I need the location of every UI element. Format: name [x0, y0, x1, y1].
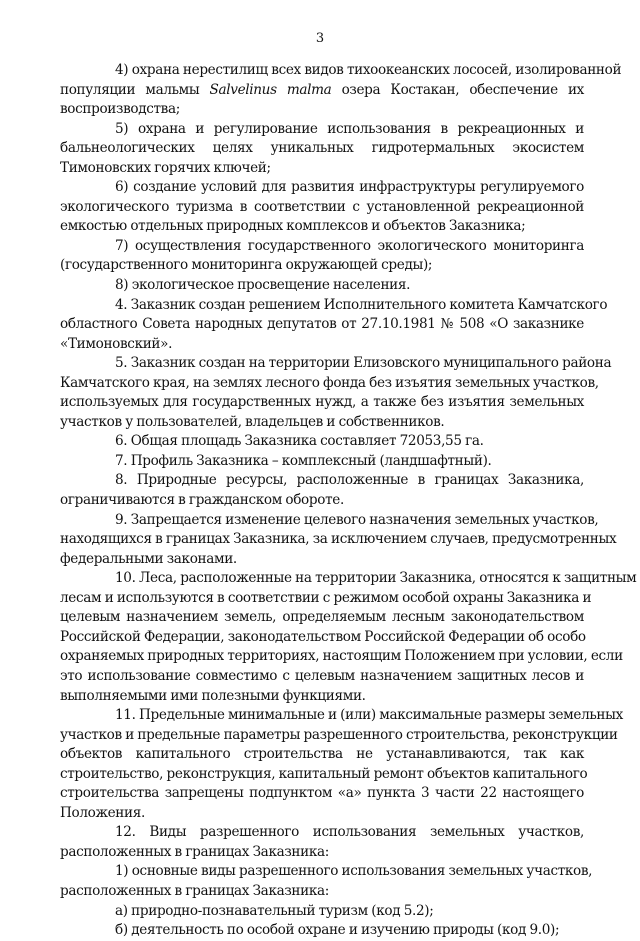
- text-line: емкостью отдельных природных комплексов и объектов Заказника;: [60, 218, 526, 235]
- text-line: объектов капитального строительства не устанавливаются, так как: [60, 746, 584, 763]
- text-line: а) природно-познавательный туризм (код 5.2);: [115, 902, 434, 919]
- text-line: охраняемых природных территориях, настоящим Положением при условии, если: [60, 648, 623, 665]
- page-number: 3: [315, 31, 325, 46]
- text-line: 7. Профиль Заказника – комплексный (ландшафтный).: [115, 452, 492, 469]
- text-line: Камчатского края, на землях лесного фонда без изъятия земельных участков,: [60, 374, 599, 391]
- text-line: 12. Виды разрешенного использования земельных участков,: [115, 824, 584, 841]
- text-line: участков у пользователей, владельцев и собственников.: [60, 413, 445, 430]
- text-line: 1) основные виды разрешенного использования земельных участков,: [115, 863, 593, 880]
- text-line: это использование совместимо с целевым назначением защитных лесов и: [60, 667, 584, 684]
- text-line: 8) экологическое просвещение населения.: [115, 277, 411, 294]
- text-line: Тимоновских горячих ключей;: [60, 159, 271, 176]
- text-line: 7) осуществления государственного экологического мониторинга: [115, 237, 584, 254]
- text-line: участков и предельные параметры разрешенного строительства, реконструкции: [60, 726, 618, 743]
- text-line: 6. Общая площадь Заказника составляет 72053,55 га.: [115, 433, 484, 450]
- text-line: используемых для государственных нужд, а также без изъятия земельных: [60, 394, 584, 411]
- text-line: 5) охрана и регулирование использования в рекреационных и: [115, 120, 584, 137]
- text-line: 6) создание условий для развития инфраструктуры регулируемого: [115, 179, 584, 196]
- text-line: 9. Запрещается изменение целевого назначения земельных участков,: [115, 511, 599, 528]
- text-line: лесам и используются в соответствии с режимом особой охраны Заказника и: [60, 589, 592, 606]
- text-line: «Тимоновский».: [60, 335, 173, 352]
- text-line: федеральными законами.: [60, 550, 237, 567]
- text-line: 5. Заказник создан на территории Елизовского муниципального района: [115, 355, 612, 372]
- text-line: областного Совета народных депутатов от 27.10.1981 № 508 «О заказнике: [60, 316, 584, 333]
- species-name: Salvelinus malma: [209, 81, 332, 98]
- text-line: выполняемыми ими полезными функциями.: [60, 687, 366, 704]
- text-line: 4) охрана нерестилищ всех видов тихоокеанских лососей, изолированной: [115, 62, 622, 78]
- text-line: б) деятельность по особой охране и изучению природы (код 9.0);: [115, 922, 560, 939]
- text-segment: озера Костакан, обеспечение их: [331, 81, 584, 98]
- text-segment: популяции мальмы: [60, 81, 210, 98]
- text-line: экологического туризма в соответствии с установленной рекреационной: [60, 198, 584, 215]
- text-line: 10. Леса, расположенные на территории Заказника, относятся к защитным: [115, 570, 637, 587]
- text-line: 8. Природные ресурсы, расположенные в границах Заказника,: [115, 472, 584, 489]
- text-line: Российской Федерации, законодательством Российской Федерации об особо: [60, 628, 586, 645]
- text-line: ограничиваются в гражданском обороте.: [60, 492, 344, 509]
- text-line: бальнеологических целях уникальных гидротермальных экосистем: [60, 140, 584, 157]
- text-line: (государственного мониторинга окружающей среды);: [60, 257, 433, 274]
- text-line: воспроизводства;: [60, 101, 180, 118]
- text-line: расположенных в границах Заказника:: [60, 882, 329, 899]
- text-line: расположенных в границах Заказника:: [60, 843, 329, 860]
- text-line: Положения.: [60, 804, 145, 821]
- document-body: [60, 61, 637, 941]
- text-line: целевым назначением земель, определяемым лесным законодательством: [60, 609, 584, 626]
- text-line: строительство, реконструкция, капитальный ремонт объектов капитального: [60, 765, 588, 782]
- text-line: 11. Предельные минимальные и (или) максимальные размеры земельных: [115, 707, 623, 724]
- text-line: 4. Заказник создан решением Исполнительного комитета Камчатского: [115, 296, 608, 313]
- text-line: находящихся в границах Заказника, за исключением случаев, предусмотренных: [60, 531, 617, 548]
- text-line: [60, 81, 584, 101]
- text-line: строительства запрещены подпунктом «а» пункта 3 части 22 настоящего: [60, 785, 584, 802]
